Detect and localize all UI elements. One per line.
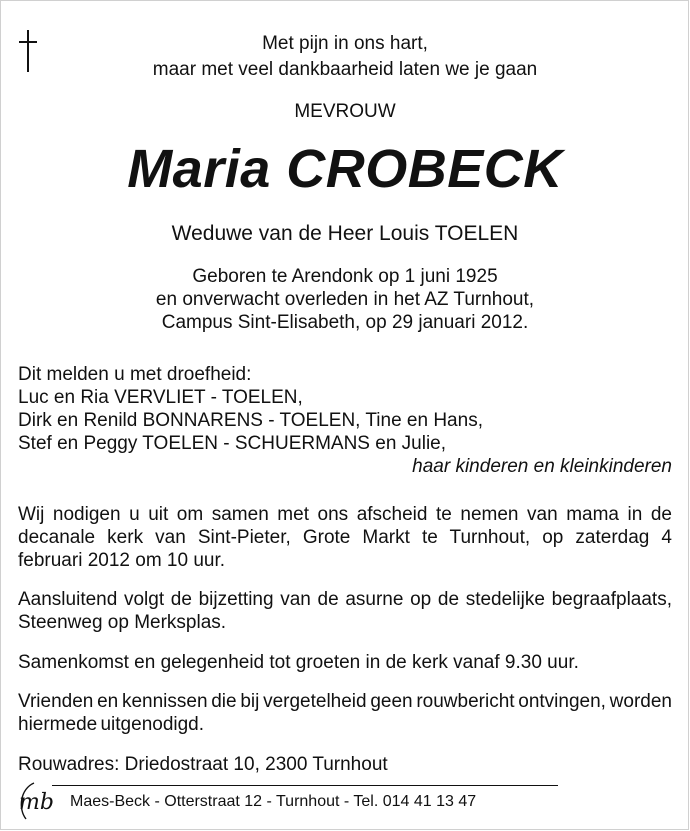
invitation-paragraph: Vrienden en kennissen die bij vergetelheid geen rouwbericht ontvingen, worden hiermede uitgenodigd. — [18, 691, 672, 735]
opening-line-1: Met pijn in ons hart, — [262, 33, 428, 54]
family-announcement — [18, 363, 672, 478]
dates-block — [0, 265, 690, 334]
mourning-address: Rouwadres: Driedostraat 10, 2300 Turnhout — [18, 754, 388, 775]
footer-divider — [52, 785, 558, 786]
deceased-name: Maria CROBECK — [127, 139, 563, 199]
spouse-line: Weduwe van de Heer Louis TOELEN — [171, 222, 519, 245]
family-line: Luc en Ria VERVLIET - TOELEN, — [18, 387, 303, 408]
opening-line-2: maar met veel dankbaarheid laten we je gaan — [152, 59, 538, 80]
born-line: Geboren te Arendonk op 1 juni 1925 — [192, 266, 498, 287]
family-line: Dirk en Renild BONNARENS - TOELEN, Tine en Hans, — [18, 410, 483, 431]
family-closing: haar kinderen en kleinkinderen — [412, 456, 672, 477]
burial-paragraph: Aansluitend volgt de bijzetting van de asurne op de stedelijke begraafplaats, Steenweg op Merksplas. — [18, 589, 672, 633]
announcement-intro: Dit melden u met droefheid: — [18, 364, 252, 385]
undertaker-info: Maes-Beck - Otterstraat 12 - Turnhout - Tel. 014 41 13 47 — [70, 793, 477, 810]
logo-text: mb — [19, 790, 54, 815]
place-line: Campus Sint-Elisabeth, op 29 januari 2012. — [161, 312, 529, 333]
family-line: Stef en Peggy TOELEN - SCHUERMANS en Julie, — [18, 433, 447, 454]
funeral-paragraph: Wij nodigen u uit om samen met ons afscheid te nemen van mama in de decanale kerk van Sint-Pieter, Grote Markt te Turnhout, op zaterdag 4 februari 2012 om 10 uur. — [18, 504, 672, 571]
gathering-paragraph: Samenkomst en gelegenheid tot groeten in de kerk vanaf 9.30 uur. — [18, 652, 579, 673]
undertaker-logo-icon — [12, 779, 60, 823]
title-prefix: MEVROUW — [294, 101, 396, 122]
died-line: en onverwacht overleden in het AZ Turnhout, — [155, 289, 535, 310]
